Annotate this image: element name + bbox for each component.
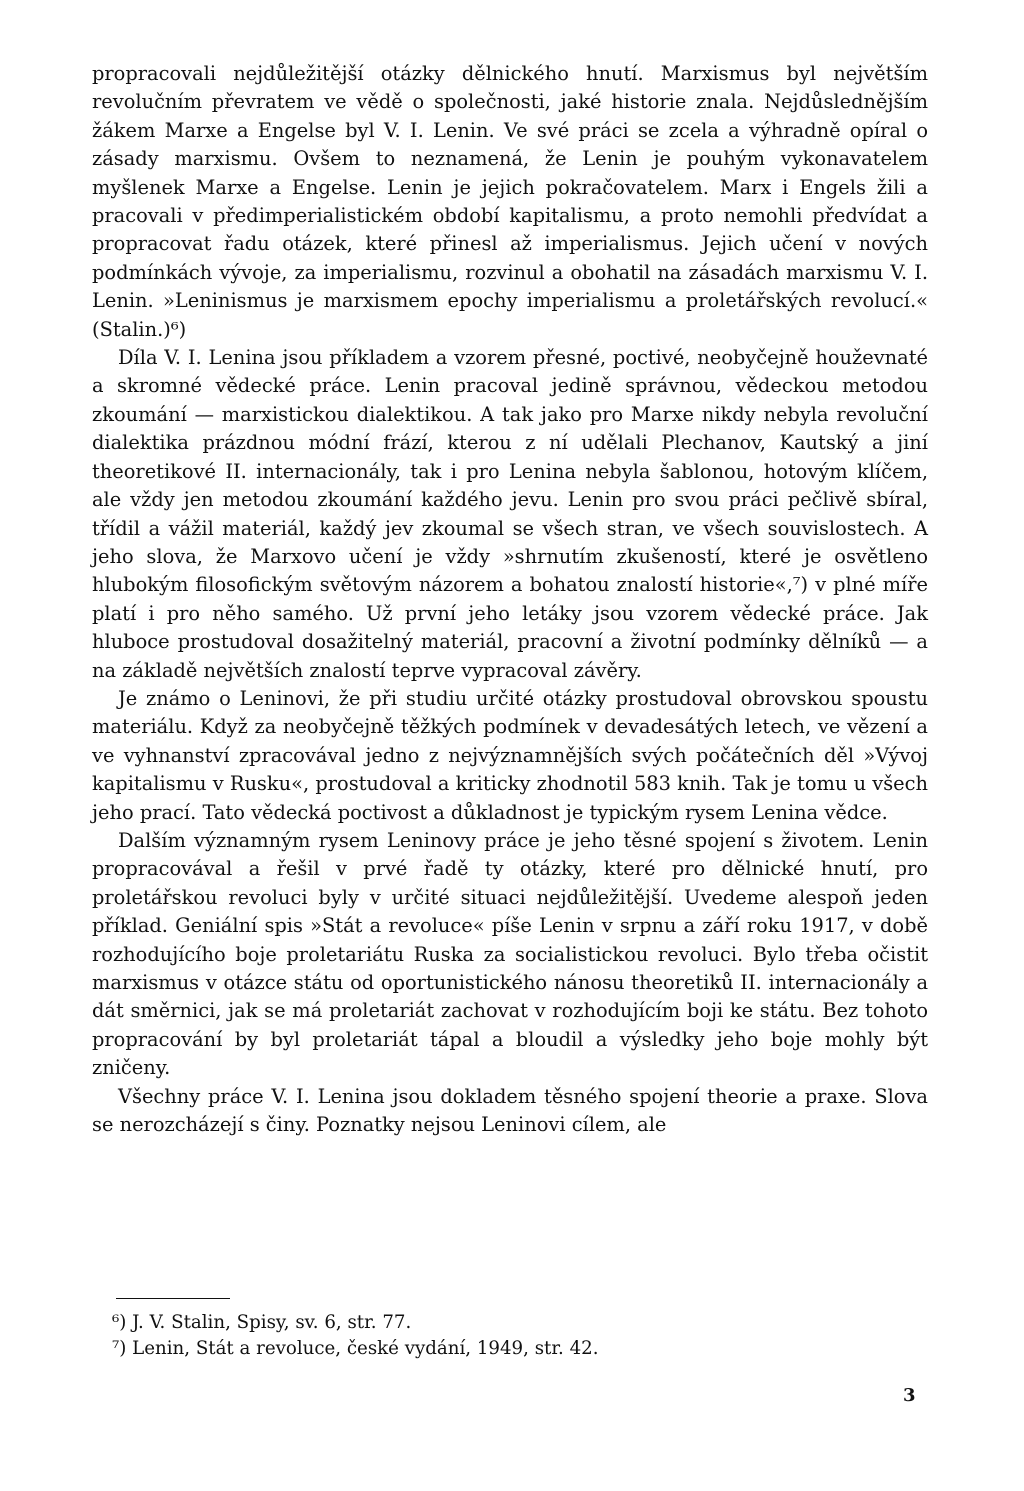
paragraph-2: Díla V. I. Lenina jsou příkladem a vzorem přesné, poctivé, neobyčejně houževnaté a skromné vědecké práce. Lenin pracoval jedině správnou, vědeckou metodou zkoumání — marxistickou dialektikou. A tak jako pro Marxe nikdy nebyla revoluční dialektika prázdnou módní frází, kterou z ní udělali Plechanov, Kautský a jiní theoretikové II. internacionály, tak i pro Lenina nebyla šablonou, hotovým klíčem, ale vždy jen metodou zkoumání každého jevu. Lenin pro svou práci pečlivě sbíral, třídil a vážil materiál, každý jev zkoumal se všech stran, ve všech souvislostech. A jeho slova, že Marxovo učení je vždy »shrnutím zkušeností, které je osvětleno hlubokým filosofickým světovým názorem a bohatou znalostí historie«,⁷) v plné míře platí i pro něho samého. Už první jeho letáky jsou vzorem vědecké práce. Jak hluboce prostudoval dosažitelný materiál, pracovní a životní podmínky dělníků — a na základě největších znalostí teprve vypracoval závěry. <box>92 346 928 682</box>
page-body <box>92 60 928 1139</box>
footnote-6: ⁶) J. V. Stalin, Spisy, sv. 6, str. 77. <box>112 1312 412 1333</box>
paragraph-4: Dalším významným rysem Leninovy práce je jeho těsné spojení s životem. Lenin propracovával a řešil v prvé řadě ty otázky, které pro dělnické hnutí, pro proletářskou revoluci byly v určité situaci nejdůležitější. Uvedeme alespoň jeden příklad. Geniální spis »Stát a revoluce« píše Lenin v srpnu a září roku 1917, v době rozhodujícího boje proletariátu Ruska za socialistickou revoluci. Bylo třeba očistit marxismus v otázce státu od oportunistického nánosu theoretiků II. internacionály a dát směrnici, jak se má proletariát zachovat v rozhodujícím boji ke státu. Bez tohoto propracování by byl proletariát tápal a bloudil a výsledky jeho boje mohly být zničeny. <box>92 828 928 1080</box>
paragraph-5: Všechny práce V. I. Lenina jsou dokladem těsného spojení theorie a praxe. Slova se nerozcházejí s činy. Poznatky nejsou Leninovi cílem, ale <box>92 1084 928 1137</box>
paragraph-1: propracovali nejdůležitější otázky dělnického hnutí. Marxismus byl největším revolučním převratem ve vědě o společnosti, jaké historie znala. Nejdůslednějším žákem Marxe a Engelse byl V. I. Lenin. Ve své práci se zcela a výhradně opíral o zásady marxismu. Ovšem to neznamená, že Lenin je pouhým vykonavatelem myšlenek Marxe a Engelse. Lenin je jejich pokračovatelem. Marx i Engels žili a pracovali v předimperialistickém období kapitalismu, a proto nemohli předvídat a propracovat řadu otázek, které přinesl až imperialismus. Jejich učení v nových podmínkách vývoje, za imperialismu, rozvinul a obohatil na zásadách marxismu V. I. Lenin. »Leninismus je marxismem epochy imperialismu a proletářských revolucí.« (Stalin.)⁶) <box>92 62 928 341</box>
page-number: 3 <box>903 1385 916 1406</box>
footnote-divider <box>116 1298 230 1299</box>
footnote-7: ⁷) Lenin, Stát a revoluce, české vydání, 1949, str. 42. <box>112 1338 599 1359</box>
footnotes <box>112 1310 812 1362</box>
paragraph-3: Je známo o Leninovi, že při studiu určité otázky prostudoval obrovskou spoustu materiálu. Když za neobyčejně těžkých podmínek v devadesátých letech, ve vězení a ve vyhnanství zpracovával jedno z nejvýznamnějších svých počátečních děl »Vývoj kapitalismu v Rusku«, prostudoval a kriticky zhodnotil 583 knih. Tak je tomu u všech jeho prací. Tato vědecká poctivost a důkladnost je typickým rysem Lenina vědce. <box>92 686 928 824</box>
